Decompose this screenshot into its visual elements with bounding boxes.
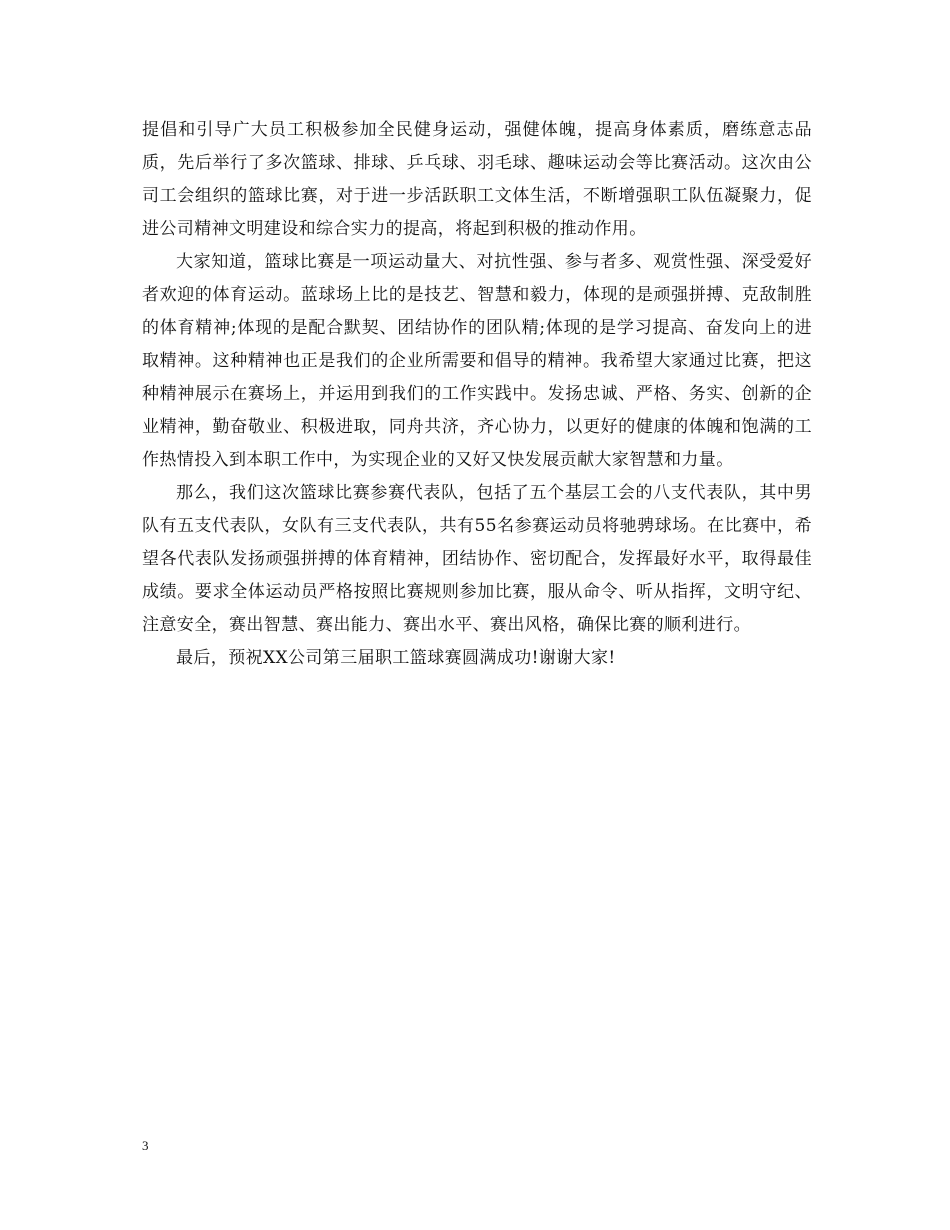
document-body [142, 114, 812, 675]
page-number: 3 [142, 1138, 149, 1153]
paragraph-4: 最后，预祝XX公司第三届职工篮球赛圆满成功!谢谢大家! [176, 648, 616, 668]
paragraph-1: 提倡和引导广大员工积极参加全民健身运动，强健体魄，提高身体素质，磨练意志品质，先后举行了多次篮球、排球、乒乓球、羽毛球、趣味运动会等比赛活动。这次由公司工会组织的篮球比赛，对于进一步活跃职工文体生活，不断增强职工队伍凝聚力，促进公司精神文明建设和综合实力的提高，将起到积极的推动作用。 [142, 120, 812, 239]
paragraph-3: 那么，我们这次篮球比赛参赛代表队，包括了五个基层工会的八支代表队，其中男队有五支代表队，女队有三支代表队，共有55名参赛运动员将驰骋球场。在比赛中，希望各代表队发扬顽强拼搏的体育精神，团结协作、密切配合，发挥最好水平，取得最佳成绩。要求全体运动员严格按照比赛规则参加比赛，服从命令、听从指挥，文明守纪、注意安全，赛出智慧、赛出能力、赛出水平、赛出风格，确保比赛的顺利进行。 [142, 483, 812, 635]
paragraph-2: 大家知道，篮球比赛是一项运动量大、对抗性强、参与者多、观赏性强、深受爱好者欢迎的体育运动。蓝球场上比的是技艺、智慧和毅力，体现的是顽强拼搏、克敌制胜的体育精神;体现的是配合默契、团结协作的团队精;体现的是学习提高、奋发向上的进取精神。这种精神也正是我们的企业所需要和倡导的精神。我希望大家通过比赛，把这种精神展示在赛场上，并运用到我们的工作实践中。发扬忠诚、严格、务实、创新的企业精神，勤奋敬业、积极进取，同舟共济，齐心协力，以更好的健康的体魄和饱满的工作热情投入到本职工作中，为实现企业的又好又快发展贡献大家智慧和力量。 [142, 252, 812, 470]
